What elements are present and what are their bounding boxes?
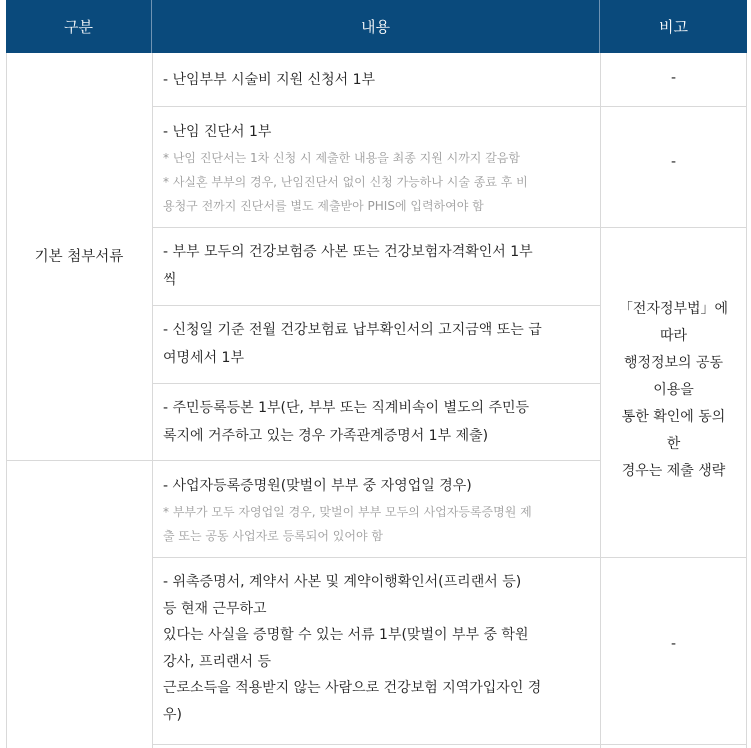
row-text: - 위촉증명서, 계약서 사본 및 계약이행확인서(프리랜서 등) <box>163 574 522 590</box>
remark-line: 통한 확인에 동의 <box>621 409 726 425</box>
remark-line: 「전자정부법」에 <box>618 301 729 317</box>
row-divider <box>152 557 747 558</box>
row-note: * 난임 진단서는 1차 신청 시 제출한 내용을 최종 지원 시까지 갈음함 <box>163 151 520 165</box>
row-note: * 부부가 모두 자영업일 경우, 맞벌이 부부 모두의 사업자등록증명원 제 <box>163 505 532 519</box>
remark-line: 따라 <box>659 328 688 344</box>
row-text: - 난임 진단서 1부 <box>163 124 272 140</box>
row-divider <box>152 106 747 107</box>
header-category: 구분 <box>6 0 152 53</box>
table-row <box>152 118 600 218</box>
row-text: 강사, 프리랜서 등 <box>163 653 272 670</box>
row-remark: - <box>670 154 677 170</box>
merged-remark <box>600 296 747 485</box>
row-text: 근로소득을 적용받지 않는 사람으로 건강보험 지역가입자인 경 <box>163 680 542 696</box>
row-note: * 사실혼 부부의 경우, 난임진단서 없이 신청 가능하나 시술 종료 후 비 <box>163 175 528 189</box>
row-text: 있다는 사실을 증명할 수 있는 서류 1부(맞벌이 부부 중 학원 <box>163 627 529 643</box>
row-text: - 부부 모두의 건강보험증 사본 또는 건강보험자격확인서 1부 <box>163 244 533 260</box>
row-remark: - <box>670 636 677 652</box>
table-row <box>152 569 600 728</box>
documents-table <box>6 0 747 748</box>
row-divider <box>152 744 747 745</box>
remark-line: 이용을 <box>653 382 694 398</box>
row-text: 여명세서 1부 <box>163 350 244 366</box>
remark-line: 경우는 제출 생략 <box>621 463 726 479</box>
header-remark: 비고 <box>600 0 747 53</box>
row-note: 용청구 전까지 진단서를 별도 제출받아 PHIS에 입력하여야 함 <box>163 199 484 213</box>
row-note: 출 또는 공동 사업자로 등록되어 있어야 함 <box>163 529 383 543</box>
remark-line: 행정정보의 공동 <box>623 355 724 371</box>
row-text: 씩 <box>163 272 177 288</box>
row-text: - 난임부부 시술비 지원 신청서 1부 <box>163 72 376 88</box>
row-text: 록지에 거주하고 있는 경우 가족관계증명서 1부 제출) <box>163 428 489 444</box>
table-row <box>152 238 600 294</box>
remark-line: 한 <box>666 436 681 452</box>
table-row <box>152 66 600 94</box>
row-text: - 신청일 기준 전월 건강보험료 납부확인서의 고지금액 또는 급 <box>163 322 542 338</box>
row-divider <box>6 460 600 461</box>
row-divider <box>152 227 747 228</box>
row-text: - 사업자등록증명원(맞벌이 부부 중 자영업일 경우) <box>163 478 472 494</box>
table-row <box>152 472 600 548</box>
table-row <box>152 316 600 372</box>
row-text: - 주민등록등본 1부(단, 부부 또는 직계비속이 별도의 주민등 <box>163 400 530 416</box>
row-divider <box>152 383 600 384</box>
table-row <box>152 394 600 450</box>
row-remark: - <box>670 70 677 86</box>
row-text: 등 현재 근무하고 <box>163 600 267 617</box>
category-label: 기본 첨부서류 <box>34 249 124 265</box>
header-content: 내용 <box>152 0 600 53</box>
grid-line <box>6 53 7 748</box>
row-text: 우) <box>163 706 182 723</box>
row-divider <box>152 305 600 306</box>
